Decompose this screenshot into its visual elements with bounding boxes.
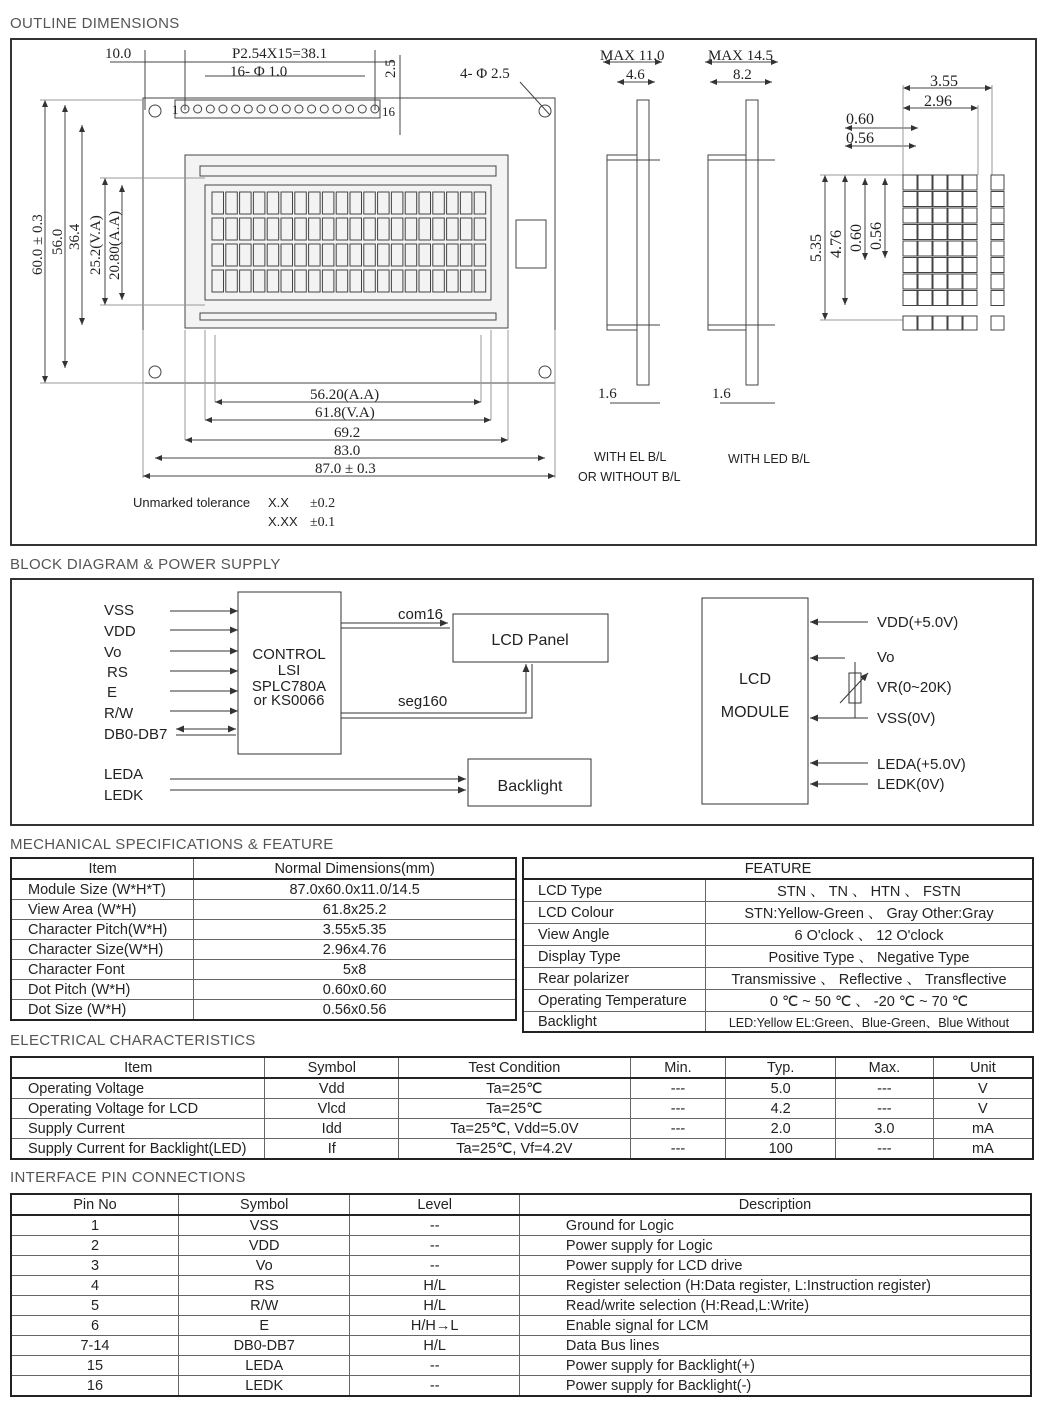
dim-69-2: 69.2 [334,425,361,441]
elec-item: Operating Voltage [11,1078,265,1099]
table-row [11,1356,1031,1376]
dot-cell [933,258,947,273]
lcd-panel-label: LCD Panel [491,632,569,649]
dot-cell [933,208,947,223]
dot-cell [991,225,1004,240]
pin-symbol: LEDA [178,1356,350,1376]
dot-cell [963,258,977,273]
dot-cell [933,192,947,207]
table-row [11,1276,1031,1296]
feature-header: FEATURE [523,858,1033,879]
pin-no: 6 [11,1316,178,1336]
vr-label: VR(0~20K) [877,679,952,696]
input-vss: VSS [104,602,135,619]
table-row [523,879,1033,902]
feature-item: Operating Temperature [523,990,705,1012]
elec-item: Supply Current [11,1119,265,1139]
elec-condition: Ta=25℃, Vdd=5.0V [399,1119,631,1139]
dot-cell [918,192,932,207]
elec-symbol: Vlcd [265,1099,399,1119]
el-label: WITH EL B/L [594,450,667,464]
feature-item: LCD Colour [523,902,705,924]
table-row [11,1336,1031,1356]
section-title-elec: ELECTRICAL CHARACTERISTICS [10,1032,256,1049]
section-title-mech: MECHANICAL SPECIFICATIONS & FEATURE [10,836,334,853]
cursor-dot [918,316,932,330]
elec-condition: Ta=25℃ [399,1099,631,1119]
table-row [11,1316,1031,1336]
mount-hole [149,105,161,117]
dim-56-20: 56.20(A.A) [310,387,380,403]
dot-cell [918,291,932,306]
input-rs: RS [107,664,128,681]
elec-symbol: Vdd [265,1078,399,1099]
dim-holes16: 16- Φ 1.0 [230,64,288,80]
dim-1-6-el: 1.6 [598,386,617,402]
pin-symbol: E [178,1316,350,1336]
feature-item: View Angle [523,924,705,946]
table-row [523,902,1033,924]
elec-header-max: Max. [836,1057,934,1078]
outline-drawing [0,0,1042,550]
cursor-dot [903,316,917,330]
pin-header-symbol: Symbol [178,1194,350,1215]
elec-condition: Ta=25℃, Vf=4.2V [399,1139,631,1160]
dot-cell [918,208,932,223]
vdd-label: VDD(+5.0V) [877,614,959,631]
elec-symbol: If [265,1139,399,1160]
dot-cell [933,225,947,240]
electrical-table [10,1056,1034,1160]
table-row [11,1139,1033,1160]
tolerance-xx-value: ±0.2 [310,496,336,511]
dot-cell [963,274,977,289]
dim-56: 56.0 [50,228,66,255]
mech-value: 61.8x25.2 [194,900,516,920]
mech-item: View Area (W*H) [11,900,194,920]
elec-max: --- [836,1139,934,1160]
dot-cell [918,258,932,273]
dot-cell [963,241,977,256]
dot-cell [948,208,962,223]
mount-hole [149,366,161,378]
bezel [185,155,508,328]
pin-level: H/L [350,1336,519,1356]
dim-holes4: 4- Φ 2.5 [460,66,510,82]
pin-level: H/H→L [350,1316,519,1336]
table-row [11,1119,1033,1139]
elec-condition: Ta=25℃ [399,1078,631,1099]
elec-unit: V [933,1078,1033,1099]
feature-item: Backlight [538,1013,597,1030]
ctrl-line4: or KS0066 [253,692,325,709]
elec-header-unit: Unit [933,1057,1033,1078]
feature-value: 0 ℃ ~ 50 ℃ 、 -20 ℃ ~ 70 ℃ [705,990,1033,1012]
section-title-block: BLOCK DIAGRAM & POWER SUPPLY [10,556,281,573]
dot-cell [948,225,962,240]
pin-no: 3 [11,1256,178,1276]
pin-symbol: RS [178,1276,350,1296]
dot-cell [903,175,917,190]
mech-item: Dot Pitch (W*H) [11,980,194,1000]
pin-no: 7-14 [11,1336,178,1356]
dim-max11: MAX 11.0 [600,48,665,64]
table-row [11,1376,1031,1397]
pin-level: -- [350,1236,519,1256]
table-row [11,879,516,900]
elec-typ: 5.0 [726,1078,836,1099]
feature-value: Transmissive 、 Reflective 、 Transflective [705,968,1033,990]
side-view-led [708,155,746,330]
backlight-label: Backlight [497,778,563,795]
pin-table [10,1193,1032,1397]
dim-1-6-led: 1.6 [712,386,731,402]
table-row [11,1078,1033,1099]
dot-cell [918,225,932,240]
dim-2-5: 2.5 [383,59,399,78]
leda-label: LEDA(+5.0V) [877,756,966,773]
led-label: WITH LED B/L [728,452,810,466]
feature-item: Rear polarizer [523,968,705,990]
pin-symbol: LEDK [178,1376,350,1397]
table-row [11,1000,516,1021]
vss-label: VSS(0V) [877,710,936,727]
mech-value: 5x8 [194,960,516,980]
dim-3-55: 3.55 [930,73,958,90]
dim-2-96: 2.96 [924,93,952,110]
pin-level: -- [350,1256,519,1276]
dot-cell [991,175,1004,190]
mech-value: 0.60x0.60 [194,980,516,1000]
dim-60: 60.0 ± 0.3 [30,214,46,275]
pin-symbol: VSS [178,1215,350,1236]
feature-value: Positive Type 、 Negative Type [705,946,1033,968]
pin-description: Power supply for LCD drive [519,1256,1031,1276]
dim-83: 83.0 [334,443,361,459]
dot-cell [903,258,917,273]
pin-symbol: DB0-DB7 [178,1336,350,1356]
dot-cell [903,225,917,240]
feature-value: STN 、 TN 、 HTN 、 FSTN [705,879,1033,902]
table-row [11,1256,1031,1276]
dim-4-76: 4.76 [828,230,845,258]
input-e: E [107,684,118,701]
pin-no: 15 [11,1356,178,1376]
table-row [11,1215,1031,1236]
dim-pitch: P2.54X15=38.1 [232,46,328,62]
table-row [11,1099,1033,1119]
dot-cell [948,175,962,190]
dot-cell [918,274,932,289]
table-row [523,946,1033,968]
elec-typ: 100 [726,1139,836,1160]
pin-symbol: Vo [178,1256,350,1276]
dot-cell [963,208,977,223]
el-label-2: OR WITHOUT B/L [578,470,681,484]
table-row [11,1236,1031,1256]
dot-cell [948,291,962,306]
dim-87: 87.0 ± 0.3 [315,461,376,477]
pin-no: 2 [11,1236,178,1256]
pin1-label: 1 [172,102,179,117]
elec-header-symbol: Symbol [265,1057,399,1078]
tolerance-xxx: X.XX [268,514,298,529]
elec-min: --- [630,1099,726,1119]
table-row [11,900,516,920]
pin-description: Register selection (H:Data register, L:Instruction register) [519,1276,1031,1296]
section-title-outline: OUTLINE DIMENSIONS [10,15,180,32]
dim-8-2: 8.2 [733,67,752,83]
input-rw: R/W [104,705,134,722]
dim-61-8: 61.8(V.A) [315,405,375,421]
lcd-module-box [702,598,808,804]
elec-unit: V [933,1099,1033,1119]
pin-header-level: Level [350,1194,519,1215]
pin-symbol: VDD [178,1236,350,1256]
pin-no: 5 [11,1296,178,1316]
dim-10: 10.0 [105,46,132,62]
dot-cell [963,192,977,207]
dim-5-35: 5.35 [808,234,825,262]
mech-item: Module Size (W*H*T) [11,879,194,900]
mech-item: Character Pitch(W*H) [11,920,194,940]
mount-hole [539,105,551,117]
pin-level: H/L [350,1276,519,1296]
dot-cell [963,225,977,240]
mech-value: 0.56x0.56 [194,1000,516,1021]
elec-unit: mA [933,1139,1033,1160]
tolerance-xxx-value: ±0.1 [310,515,336,530]
section-title-pins: INTERFACE PIN CONNECTIONS [10,1169,246,1186]
mech-spec-table [10,857,517,1021]
dot-cell [948,192,962,207]
elec-typ: 4.2 [726,1099,836,1119]
tolerance-label: Unmarked tolerance [133,495,251,510]
dot-cell [948,241,962,256]
elec-typ: 2.0 [726,1119,836,1139]
elec-max: 3.0 [836,1119,934,1139]
mech-value: 3.55x5.35 [194,920,516,940]
cursor-dot [991,316,1004,330]
dim-20: 20.80(A.A) [107,210,123,280]
dim-36: 36.4 [67,223,83,250]
pin-header-description: Description [519,1194,1031,1215]
feature-value: 6 O'clock 、 12 O'clock [705,924,1033,946]
elec-header-typ: Typ. [726,1057,836,1078]
dim-0-60: 0.60 [846,111,874,128]
vo-label: Vo [877,649,895,666]
dim-v-0-60: 0.60 [848,224,865,252]
elec-item: Operating Voltage for LCD [11,1099,265,1119]
pin16-label: 16 [382,104,395,119]
dot-cell [918,175,932,190]
dot-cell [933,274,947,289]
feature-value: STN:Yellow-Green 、 Gray Other:Gray [705,902,1033,924]
mech-header-item: Item [11,858,194,879]
elec-max: --- [836,1078,934,1099]
dim-0-56: 0.56 [846,130,874,147]
dim-max14: MAX 14.5 [708,48,774,64]
elec-item: Supply Current for Backlight(LED) [28,1140,247,1157]
dot-matrix-detail [903,175,1004,330]
input-ledk: LEDK [104,787,144,804]
dot-cell [933,291,947,306]
table-row [11,920,516,940]
table-row [523,968,1033,990]
ctrl-line3: SPLC780A [251,678,327,695]
elec-min: --- [630,1119,726,1139]
side-view-el [607,155,637,330]
elec-symbol: Idd [265,1119,399,1139]
pin-description: Ground for Logic [519,1215,1031,1236]
dot-cell [903,291,917,306]
pin-no: 16 [86,1377,104,1394]
elec-header-min: Min. [630,1057,726,1078]
mech-value: 2.96x4.76 [194,940,516,960]
elec-header-condition: Test Condition [399,1057,631,1078]
pin-header-no: Pin No [11,1194,178,1215]
mech-header-dims: Normal Dimensions(mm) [194,858,516,879]
mount-hole [539,366,551,378]
mech-item: Character Size(W*H) [11,940,194,960]
pin-description: Power supply for Backlight(+) [519,1356,1031,1376]
dim-4-6: 4.6 [626,67,645,83]
dot-cell [903,241,917,256]
dot-cell [991,274,1004,289]
tolerance-xx: X.X [268,495,289,510]
dot-cell [948,274,962,289]
block-diagram [0,578,1042,826]
dot-cell [903,192,917,207]
input-vo: Vo [104,644,122,661]
dot-cell [991,291,1004,306]
elec-unit: mA [933,1119,1033,1139]
lcd-module-line1: LCD [738,671,772,688]
com16-label: com16 [398,606,444,623]
lcd-module-line2: MODULE [720,704,790,721]
elec-header-item: Item [11,1057,265,1078]
table-row [11,960,516,980]
dot-cell [991,258,1004,273]
elec-min: --- [630,1078,726,1099]
ctrl-line2: LSI [277,662,301,679]
table-row [11,940,516,960]
cursor-dot [948,316,962,330]
dot-cell [963,291,977,306]
table-row [11,980,516,1000]
dot-cell [933,175,947,190]
input-leda: LEDA [104,766,144,783]
table-row [523,1012,1033,1033]
table-row [11,1296,1031,1316]
pin-symbol: R/W [178,1296,350,1316]
pin-description: Enable signal for LCM [519,1316,1031,1336]
seg160-label: seg160 [398,693,448,710]
ledk-label: LEDK(0V) [877,776,945,793]
dot-cell [991,192,1004,207]
table-row [523,924,1033,946]
pin-description: Power supply for Backlight(-) [519,1376,1031,1397]
pin-description: Power supply for Logic [519,1236,1031,1256]
dot-cell [948,258,962,273]
pin-level: -- [350,1376,519,1397]
elec-min: --- [630,1139,726,1160]
input-vdd: VDD [104,623,136,640]
dot-cell [903,274,917,289]
dot-cell [963,175,977,190]
pin-no: 4 [11,1276,178,1296]
ctrl-line1: CONTROL [252,646,326,663]
feature-table [522,857,1034,1033]
cursor-dot [963,316,977,330]
input-db: DB0-DB7 [104,726,168,743]
table-row [523,990,1033,1012]
dot-cell [991,241,1004,256]
feature-item: LCD Type [523,879,705,902]
dot-cell [918,241,932,256]
dot-cell [933,241,947,256]
pin-description: Read/write selection (H:Read,L:Write) [519,1296,1031,1316]
elec-max: --- [836,1099,934,1119]
mech-item: Character Font [11,960,194,980]
dot-cell [903,208,917,223]
pin-level: -- [350,1356,519,1376]
mech-item: Dot Size (W*H) [28,1001,127,1018]
feature-item: Display Type [523,946,705,968]
pin-level: H/L [350,1296,519,1316]
pin-level: -- [350,1215,519,1236]
pin-no: 1 [11,1215,178,1236]
pin-description: Data Bus lines [519,1336,1031,1356]
dim-v-0-56: 0.56 [868,222,885,250]
dim-25: 25.2(V.A) [88,215,104,275]
feature-value: LED:Yellow EL:Green、Blue-Green、Blue Without [705,1012,1033,1033]
dot-cell [991,208,1004,223]
cursor-dot [933,316,947,330]
mech-value: 87.0x60.0x11.0/14.5 [194,879,516,900]
